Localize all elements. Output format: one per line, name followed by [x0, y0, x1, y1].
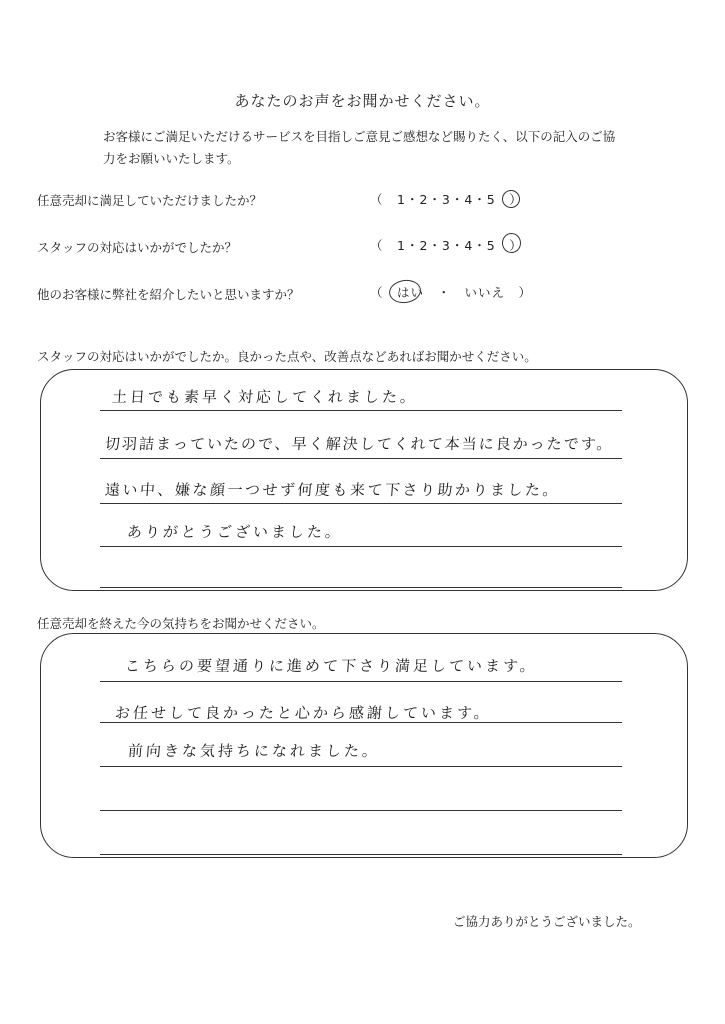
writing-line: [100, 458, 622, 459]
handwritten-comment: 切羽詰まっていたので、早く解決してくれて本当に良かったです。: [104, 435, 615, 453]
rating-options-satisfaction: （ 1・2・3・4・5 ）: [370, 192, 523, 207]
writing-line: [100, 810, 622, 811]
section1-label: スタッフの対応はいかがでしたか。良かった点や、改善点などあればお聞かせください。: [37, 349, 537, 364]
page-title: あなたのお声をお聞かせください。: [234, 92, 491, 110]
question-staff-response: スタッフの対応はいかがでしたか？: [37, 240, 238, 255]
question-satisfaction: 任意売却に満足していただけましたか？: [37, 193, 263, 208]
writing-line: [100, 766, 622, 767]
handwritten-comment: こちらの要望通りに進めて下さり満足しています。: [124, 657, 539, 675]
handwritten-comment: お任せして良かったと心から感謝しています。: [114, 704, 493, 722]
selected-rating-circle: [502, 190, 520, 208]
handwritten-comment: 遠い中、嫌な顔一つせず何度も来て下さり助かりました。: [104, 481, 561, 499]
handwritten-comment: 土日でも素早く対応してくれました。: [111, 388, 419, 406]
writing-line: [100, 854, 622, 855]
selected-rating-circle: [502, 233, 521, 253]
intro-text: お客様にご満足いただけるサービスを目指しご意見ご感想など賜りたく、以下の記入のご協力をお願いいたします。: [103, 129, 616, 166]
handwritten-comment: 前向きな気持ちになれました。: [127, 742, 381, 760]
writing-line: [100, 410, 622, 411]
writing-line: [100, 546, 622, 547]
writing-line: [100, 503, 622, 504]
question-referral: 他のお客様に弊社を紹介したいと思いますか？: [37, 287, 300, 302]
writing-line: [100, 587, 622, 588]
rating-options-staff: （ 1・2・3・4・5 ）: [370, 238, 523, 253]
yes-no-options: （ はい ・ いいえ ）: [370, 285, 533, 300]
writing-line: [100, 681, 622, 682]
selected-yes-circle: [388, 278, 423, 305]
thank-you-footer: ご協力ありがとうございました。: [453, 914, 641, 929]
section2-label: 任意売却を終えた今の気持ちをお聞かせください。: [37, 616, 325, 631]
handwritten-comment: ありがとうございました。: [126, 523, 344, 541]
